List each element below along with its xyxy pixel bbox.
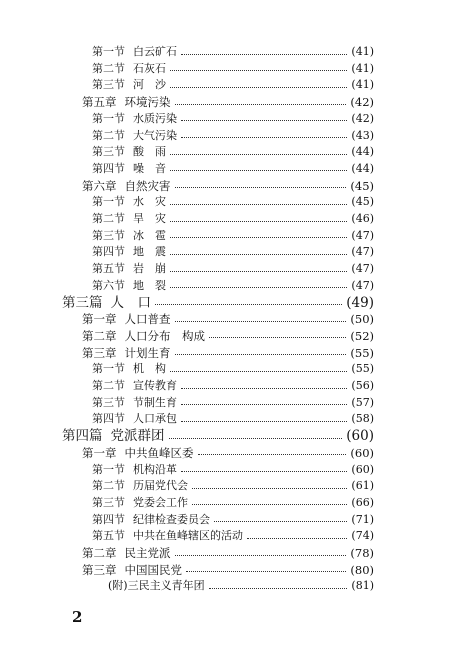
toc-entry-label: 第一节: [92, 195, 125, 209]
toc-entry-label: 第三节: [92, 145, 125, 159]
toc-entry-title: 纪律检查委员会: [133, 512, 210, 526]
toc-entry-label: 第一节: [92, 362, 125, 376]
toc-entry-page: (80): [350, 562, 374, 577]
toc-entry-title: 党派群团: [110, 428, 165, 445]
toc-entry-page: (42): [350, 95, 374, 110]
toc-entry-title: 水 灾: [133, 195, 166, 209]
toc-entry-title: 地 震: [133, 245, 166, 259]
toc-entry-page: (44): [351, 145, 374, 159]
toc-entry-page: (41): [351, 61, 374, 75]
toc-entry[interactable]: [0, 110, 450, 128]
toc-entry[interactable]: [0, 277, 450, 295]
toc-entry-page: (60): [346, 428, 374, 445]
toc-entry-label: 第三节: [92, 495, 125, 509]
toc-leader-dots: [181, 54, 347, 55]
toc-entry[interactable]: [0, 444, 450, 462]
toc-entry-page: (47): [351, 245, 374, 259]
toc-entry-title: 白云矿石: [133, 45, 177, 58]
toc-entry-label: 第二节: [92, 61, 125, 75]
toc-entry-page: (45): [351, 195, 374, 209]
toc-leader-dots: [155, 304, 342, 305]
toc-entry-title: (附)三民主义青年团: [108, 579, 205, 593]
toc-entry-title: 机构沿革: [133, 462, 177, 476]
toc-entry-page: (60): [351, 462, 374, 476]
toc-entry[interactable]: [0, 394, 450, 412]
toc-entry[interactable]: [0, 477, 450, 495]
toc-entry[interactable]: [0, 344, 450, 362]
toc-entry[interactable]: [0, 60, 450, 78]
toc-leader-dots: [247, 538, 347, 539]
toc-entry[interactable]: [0, 310, 450, 328]
toc-entry-title: 酸 雨: [133, 145, 166, 159]
toc-entry[interactable]: [0, 377, 450, 395]
toc-entry-page: (66): [351, 495, 374, 509]
toc-entry-label: 第一章: [82, 445, 117, 460]
toc-entry-page: (74): [351, 529, 374, 543]
toc-entry-label: 第五章: [82, 95, 117, 110]
toc-entry-label: 第六节: [92, 278, 125, 292]
toc-entry[interactable]: [0, 461, 450, 479]
toc-entry[interactable]: [0, 327, 450, 345]
toc-entry-label: 第二章: [82, 546, 117, 560]
toc-entry-page: (47): [351, 262, 374, 276]
toc-entry-page: (60): [350, 445, 374, 460]
toc-entry[interactable]: [0, 227, 450, 245]
toc-entry-title: 大气污染: [133, 128, 177, 142]
toc-entry-label: 第二节: [92, 128, 125, 142]
toc-entry-label: 第二节: [92, 379, 125, 392]
toc-entry[interactable]: [0, 410, 450, 428]
toc-entry-title: 人口普查: [124, 312, 171, 327]
toc-leader-dots: [181, 120, 347, 121]
toc-entry-label: 第一节: [92, 45, 125, 58]
toc-leader-dots: [192, 488, 347, 489]
toc-entry[interactable]: [0, 143, 450, 161]
toc-leader-dots: [170, 371, 347, 372]
toc-entry-title: 中共在鱼峰辖区的活动: [133, 529, 243, 543]
toc-entry-label: 第四节: [92, 412, 125, 426]
toc-entry-page: (50): [350, 312, 374, 327]
toc-entry-title: 冰 雹: [133, 228, 166, 242]
toc-entry-page: (43): [351, 128, 374, 142]
toc-entry-page: (52): [350, 328, 374, 343]
toc-entry-label: 第二节: [92, 212, 125, 225]
toc-entry[interactable]: [0, 193, 450, 211]
toc-leader-dots: [181, 404, 347, 405]
toc-entry[interactable]: [0, 76, 450, 94]
toc-entry-title: 党委会工作: [133, 495, 188, 509]
toc-entry-title: 噪 音: [133, 161, 166, 175]
toc-entry-page: (71): [351, 512, 374, 526]
toc-leader-dots: [170, 287, 347, 288]
toc-leader-dots: [209, 588, 348, 589]
toc-entry-label: 第四节: [92, 161, 125, 175]
toc-leader-dots: [170, 254, 347, 255]
toc-entry-page: (46): [351, 212, 374, 225]
toc-entry-page: (49): [346, 294, 374, 311]
toc-entry[interactable]: [0, 160, 450, 178]
toc-entry-label: 第六章: [82, 178, 117, 193]
toc-entry-title: 地 裂: [133, 278, 166, 292]
toc-leader-dots: [170, 204, 347, 205]
toc-entry[interactable]: [0, 177, 450, 195]
toc-entry-page: (81): [351, 579, 374, 593]
toc-leader-dots: [169, 438, 343, 439]
toc-entry-label: 第五节: [92, 262, 125, 276]
toc-entry-page: (42): [351, 111, 374, 125]
toc-entry-label: 第一章: [82, 312, 117, 327]
toc-entry-page: (44): [351, 161, 374, 175]
toc-leader-dots: [214, 521, 347, 522]
toc-entry-page: (45): [350, 178, 374, 193]
toc-leader-dots: [181, 421, 347, 422]
toc-entry[interactable]: [0, 294, 450, 312]
toc-entry-title: 人口分布 构成: [124, 328, 205, 343]
toc-entry[interactable]: [0, 561, 450, 579]
toc-entry-title: 宣传教育: [133, 379, 177, 392]
toc-entry[interactable]: [0, 243, 450, 261]
toc-entry-label: 第二章: [82, 328, 117, 343]
toc-leader-dots: [186, 571, 346, 572]
toc-entry-page: (56): [351, 379, 374, 392]
toc-entry[interactable]: [0, 511, 450, 529]
toc-leader-dots: [170, 154, 347, 155]
toc-leader-dots: [175, 321, 347, 322]
toc-leader-dots: [181, 388, 347, 389]
toc-leader-dots: [181, 137, 347, 138]
toc-leader-dots: [209, 337, 346, 338]
toc-entry-label: 第四篇: [62, 428, 103, 445]
page-number: 2: [72, 608, 83, 626]
toc-leader-dots: [175, 354, 347, 355]
toc-leader-dots: [170, 170, 347, 171]
toc-entry-title: 节制生育: [133, 395, 177, 409]
toc-entry-label: 第二节: [92, 479, 125, 493]
toc-entry-title: 自然灾害: [124, 178, 171, 193]
toc-entry-page: (47): [351, 228, 374, 242]
toc-leader-dots: [192, 504, 347, 505]
toc-entry[interactable]: [0, 427, 450, 445]
toc-entry-title: 岩 崩: [133, 262, 166, 276]
toc-entry-title: 河 沙: [133, 78, 166, 92]
toc-entry-page: (57): [351, 395, 374, 409]
toc-entry-title: 石灰石: [133, 61, 166, 75]
toc-entry-page: (55): [350, 345, 374, 360]
toc-leader-dots: [170, 237, 347, 238]
toc-entry[interactable]: [0, 544, 450, 562]
toc-entry-page: (47): [351, 278, 374, 292]
toc-entry[interactable]: [0, 93, 450, 111]
toc-entry-title: 机 构: [133, 362, 166, 376]
toc-entry-label: 第一节: [92, 111, 125, 125]
toc-leader-dots: [175, 104, 347, 105]
toc-entry-title: 人 口: [110, 294, 151, 311]
toc-entry-label: 第三节: [92, 228, 125, 242]
toc-entry[interactable]: [0, 260, 450, 278]
toc-entry[interactable]: [0, 494, 450, 512]
toc-entry-title: 环境污染: [124, 95, 171, 110]
toc-entry-label: 第三章: [82, 562, 117, 577]
toc-entry-page: (78): [350, 546, 374, 560]
toc-leader-dots: [175, 187, 347, 188]
toc-entry-label: 第四节: [92, 512, 125, 526]
toc-entry-page: (41): [351, 45, 374, 58]
toc-leader-dots: [170, 87, 347, 88]
toc-entry-page: (58): [351, 412, 374, 426]
toc-leader-dots: [170, 271, 347, 272]
toc-leader-dots: [198, 454, 347, 455]
toc-entry-title: 中共鱼峰区委: [124, 445, 194, 460]
toc-entry[interactable]: [0, 527, 450, 545]
toc-entry[interactable]: [0, 360, 450, 378]
toc-leader-dots: [170, 221, 347, 222]
toc-leader-dots: [175, 555, 347, 556]
toc-entry[interactable]: [0, 577, 450, 595]
toc-entry-title: 旱 灾: [133, 212, 166, 225]
toc-entry-label: 第四节: [92, 245, 125, 259]
toc-entry-title: 人口承包: [133, 412, 177, 426]
toc-entry-page: (61): [351, 479, 374, 493]
toc-entry-title: 中国国民党: [124, 562, 182, 577]
toc-entry-title: 计划生育: [124, 345, 171, 360]
toc-entry-page: (55): [351, 362, 374, 376]
toc-entry-label: 第三节: [92, 78, 125, 92]
toc-entry-title: 历届党代会: [133, 479, 188, 493]
toc-entry-label: 第一节: [92, 462, 125, 476]
toc-entry[interactable]: [0, 127, 450, 145]
toc-leader-dots: [181, 471, 347, 472]
toc-entry[interactable]: [0, 43, 450, 61]
toc-entry-label: 第五节: [92, 529, 125, 543]
toc-entry-label: 第三节: [92, 395, 125, 409]
toc-leader-dots: [170, 70, 347, 71]
toc-entry-title: 民主党派: [124, 546, 171, 560]
toc-entry-page: (41): [351, 78, 374, 92]
toc-entry-label: 第三章: [82, 345, 117, 360]
toc-entry-title: 水质污染: [133, 111, 177, 125]
toc-entry-label: 第三篇: [62, 294, 103, 311]
toc-entry[interactable]: [0, 210, 450, 228]
